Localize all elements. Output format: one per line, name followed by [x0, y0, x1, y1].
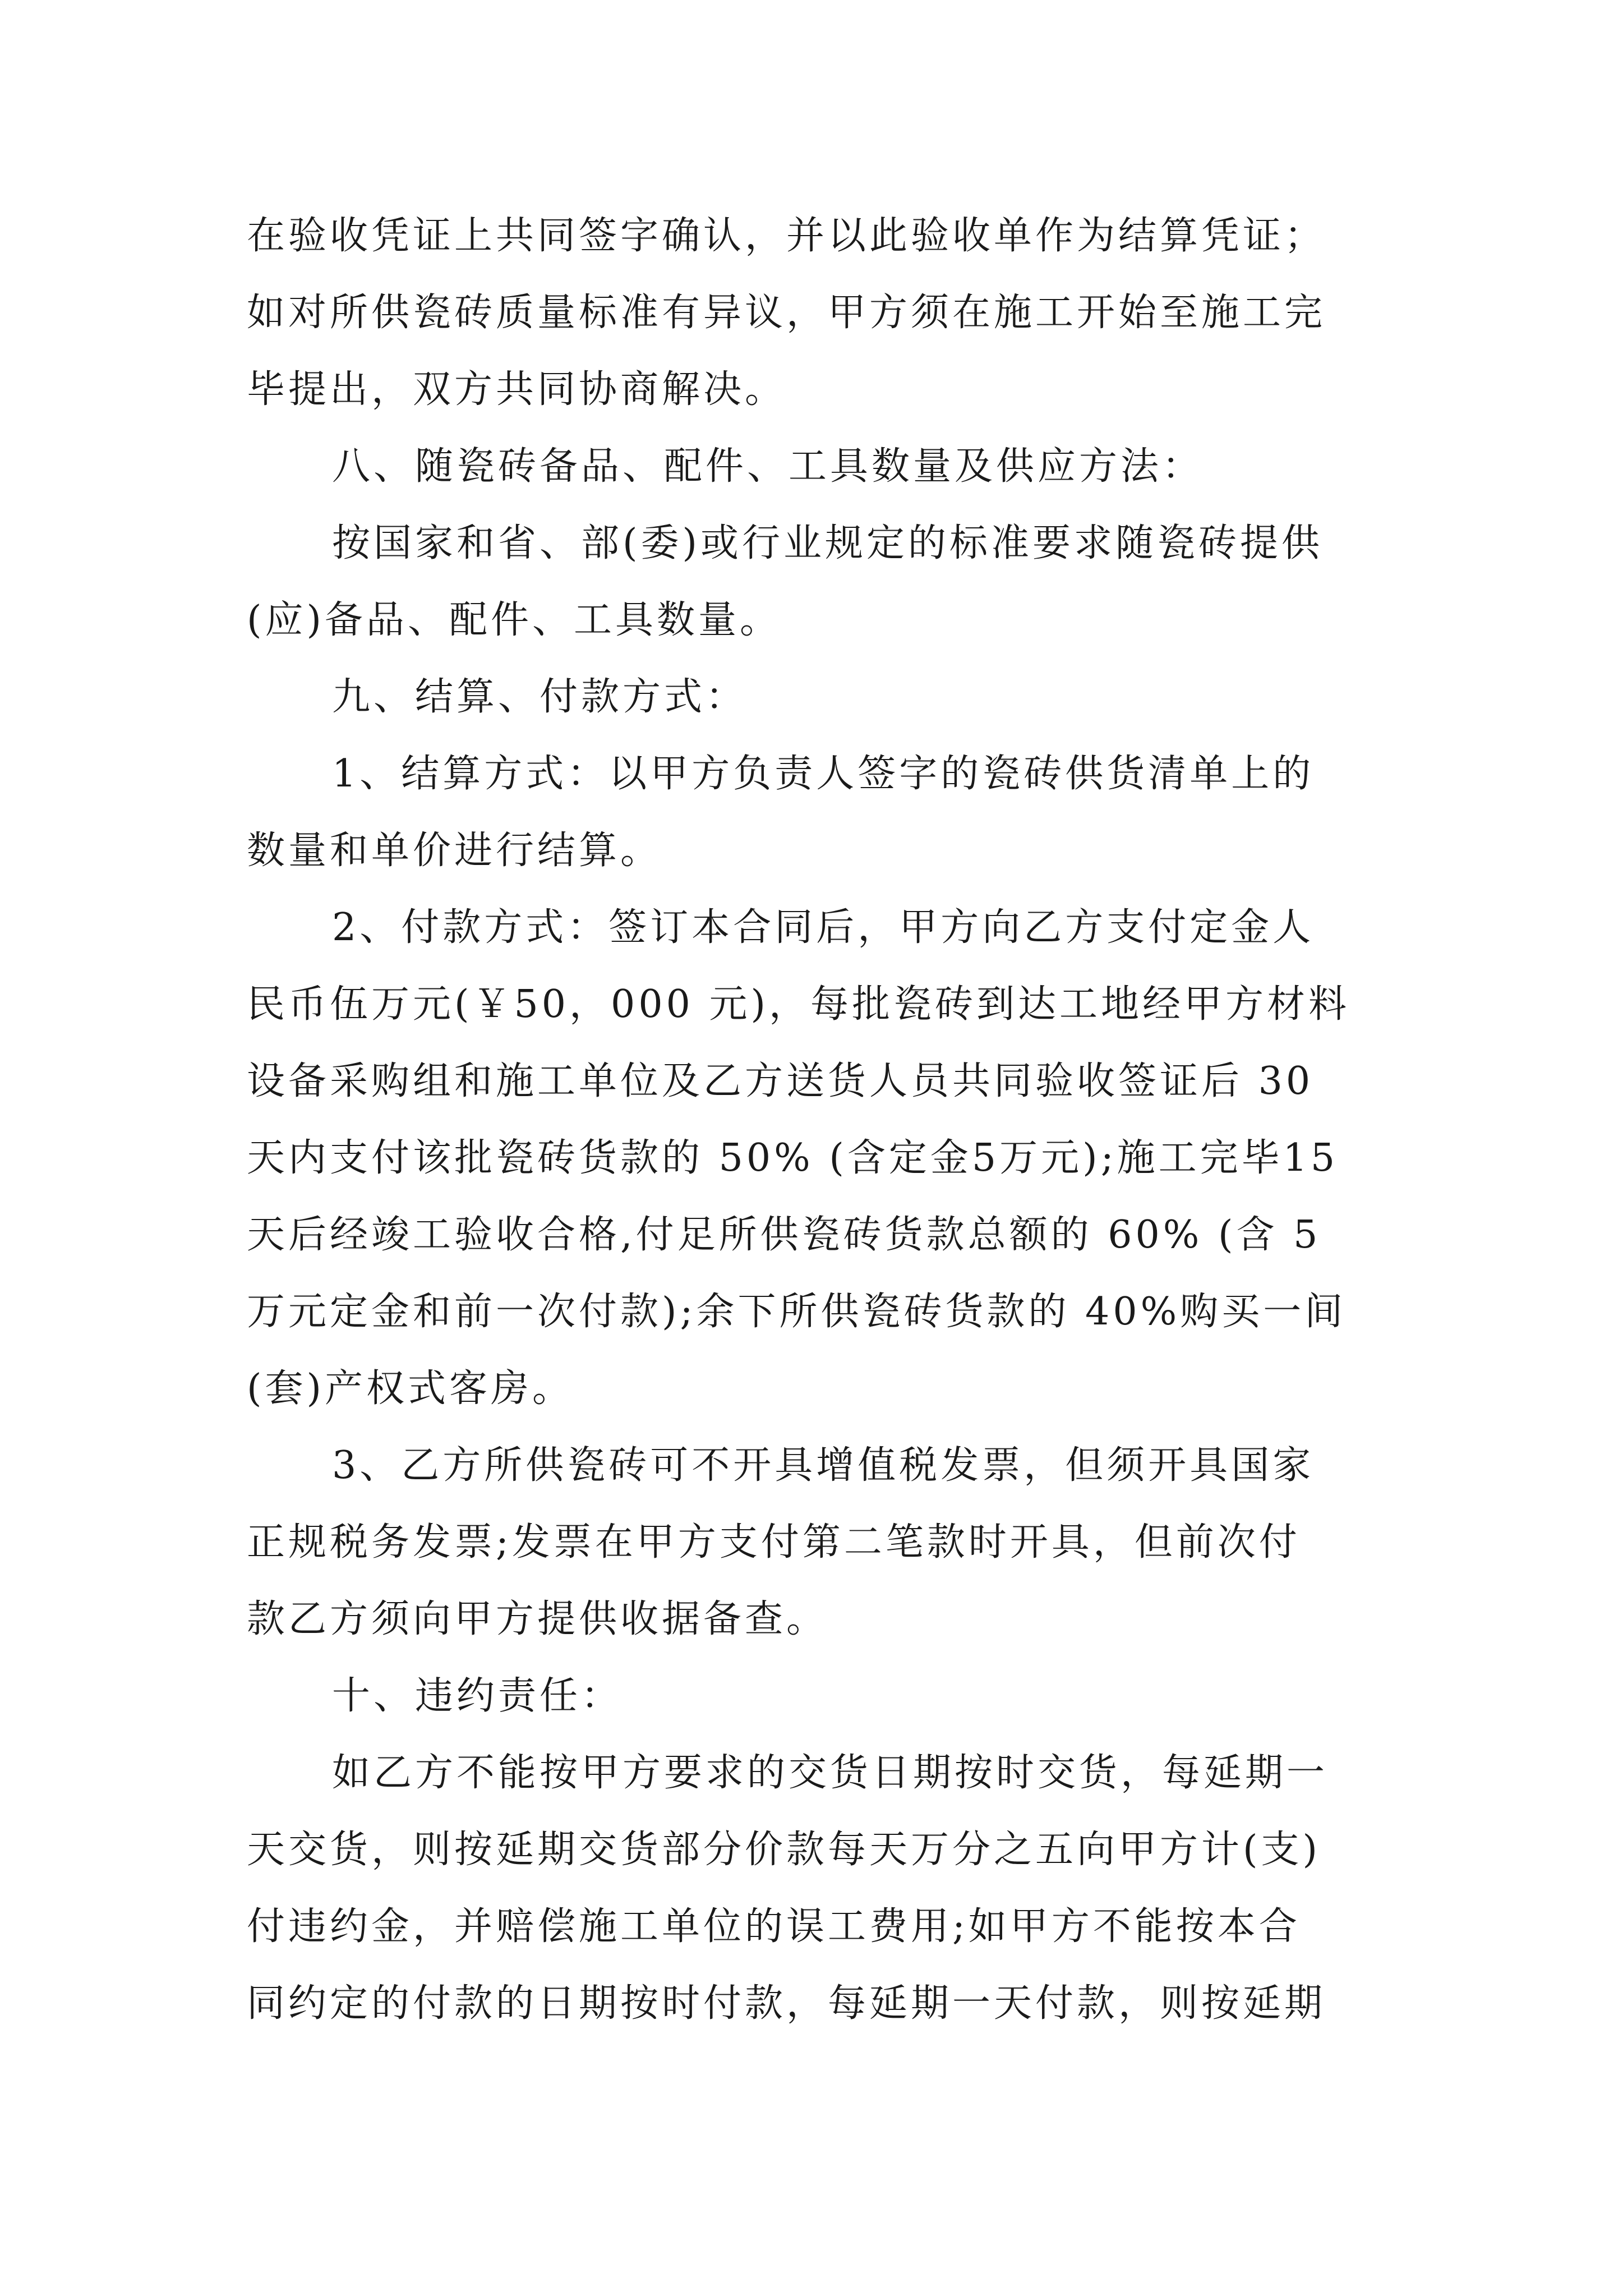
paragraph: [247, 1427, 1391, 1658]
text-line: 十、违约责任：: [332, 1674, 623, 1718]
text-line: 设备采购组和施工单位及乙方送货人员共同验收签证后 30: [247, 1059, 1314, 1103]
text-line: 天内支付该批瓷砖货款的 50% (含定金5万元);施工完毕15: [247, 1136, 1339, 1180]
paragraph: [247, 659, 1391, 735]
paragraph: [247, 1734, 1391, 2042]
document-body: [247, 197, 1391, 2042]
text-line: 天交货，则按延期交货部分价款每天万分之五向甲方计(支): [247, 1828, 1321, 1872]
text-line: 在验收凭证上共同签字确认，并以此验收单作为结算凭证；: [247, 214, 1326, 258]
text-line: 如乙方不能按甲方要求的交货日期按时交货，每延期一: [332, 1751, 1329, 1795]
paragraph: [247, 197, 1391, 428]
text-line: 如对所供瓷砖质量标准有异议，甲方须在施工开始至施工完: [247, 291, 1326, 335]
text-line: 九、结算、付款方式：: [332, 675, 748, 719]
text-line: 八、随瓷砖备品、配件、工具数量及供应方法：: [332, 444, 1204, 489]
text-line: 同约定的付款的日期按时付款，每延期一天付款，则按延期: [247, 1981, 1326, 2026]
text-line: 款乙方须向甲方提供收据备查。: [247, 1597, 828, 1641]
text-line: 付违约金，并赔偿施工单位的误工费用;如甲方不能按本合: [247, 1904, 1301, 1949]
text-line: 3、乙方所供瓷砖可不开具增值税发票，但须开具国家: [332, 1443, 1315, 1488]
text-line: 1、结算方式：以甲方负责人签字的瓷砖供货清单上的: [332, 752, 1315, 796]
text-line: 按国家和省、部(委)或行业规定的标准要求随瓷砖提供: [332, 521, 1324, 565]
text-line: 民币伍万元(￥50，000 元)，每批瓷砖到达工地经甲方材料: [247, 982, 1350, 1027]
paragraph: [247, 1658, 1391, 1734]
text-line: 万元定金和前一次付款);余下所供瓷砖货款的 40%购买一间: [247, 1290, 1347, 1334]
paragraph: [247, 428, 1391, 505]
text-line: 数量和单价进行结算。: [247, 829, 662, 873]
paragraph: [247, 505, 1391, 659]
paragraph: [247, 889, 1391, 1427]
text-line: 天后经竣工验收合格,付足所供瓷砖货款总额的 60% (含 5: [247, 1213, 1321, 1257]
text-line: 2、付款方式：签订本合同后，甲方向乙方支付定金人: [332, 905, 1315, 950]
text-line: 毕提出，双方共同协商解决。: [247, 367, 787, 412]
paragraph: [247, 735, 1391, 889]
text-line: 正规税务发票;发票在甲方支付第二笔款时开具，但前次付: [247, 1520, 1301, 1565]
text-line: (套)产权式客房。: [247, 1366, 574, 1411]
text-line: (应)备品、配件、工具数量。: [247, 598, 782, 642]
